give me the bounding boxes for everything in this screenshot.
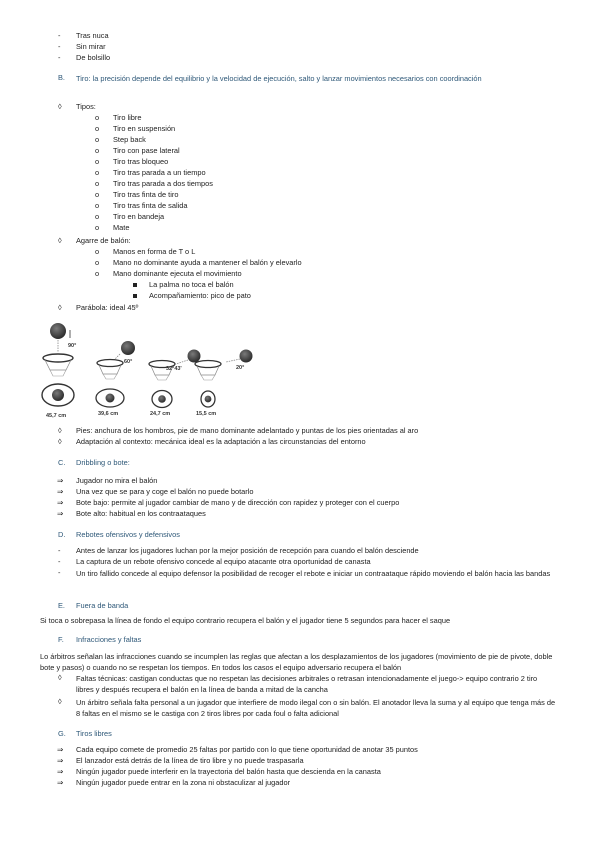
square-bullet-icon: [133, 283, 137, 287]
list-item: Tiro en suspensión: [113, 124, 176, 133]
section-e-label: E.: [58, 601, 65, 610]
list-item: Pies: anchura de los hombros, pie de mano dominante adelantado y puntas de los pies orientadas al aro: [76, 426, 419, 435]
width-label: 15,5 cm: [196, 411, 217, 417]
arrow-bullet-icon: ⇒: [57, 509, 64, 518]
angle-label: 20°: [236, 365, 245, 371]
width-label: 39,6 cm: [98, 411, 119, 417]
section-c-title: Dribbling o bote:: [76, 458, 130, 467]
section-d-title: Rebotes ofensivos y defensivos: [76, 530, 180, 539]
arrow-bullet-icon: ⇒: [57, 487, 64, 496]
list-item: Tiro tras parada a un tiempo: [113, 168, 206, 177]
angle-label: 32°43': [166, 366, 182, 372]
agarre-label: Agarre de balón:: [76, 236, 131, 245]
hoop-diagram-90: [42, 323, 77, 406]
section-c-label: C.: [58, 458, 66, 467]
list-item: Bote alto: habitual en los contraataques: [76, 509, 206, 518]
diamond-bullet-icon: ◊: [58, 102, 62, 111]
square-bullet-icon: [133, 294, 137, 298]
hoop-diagram-32: [149, 350, 201, 408]
list-item: Ningún jugador puede entrar en la zona ni obstaculizar al jugador: [76, 778, 291, 787]
diamond-bullet-icon: ◊: [58, 426, 62, 435]
list-item: Un tiro fallido concede al equipo defensor la posibilidad de recoger el rebote e iniciar un contraataque rápido moviendo el balón hacia las bandas: [76, 569, 551, 578]
list-item: Tiro tras parada a dos tiempos: [113, 179, 213, 188]
hoop-diagram-60: [96, 341, 135, 407]
basketball-icon: [121, 341, 135, 355]
list-item: Ningún jugador puede interferir en la trayectoria del balón hasta que descienda en la canasta: [76, 767, 381, 776]
diamond-bullet-icon: ◊: [58, 437, 62, 446]
list-item: Tiro libre: [113, 113, 142, 122]
diamond-bullet-icon: ◊: [58, 303, 62, 312]
section-f-label: F.: [58, 635, 64, 644]
basketball-icon: [50, 323, 66, 339]
angle-label: 60°: [124, 359, 133, 365]
angle-label: 90°: [68, 343, 77, 349]
list-item: Adaptación al contexto: mecánica ideal es la adaptación a las circunstancias del entorno: [76, 437, 366, 446]
width-label: 24,7 cm: [150, 411, 171, 417]
list-item: Antes de lanzar los jugadores luchan por la mejor posición de recepción para cuando el balón desciende: [76, 546, 419, 555]
list-item: Mano no dominante ayuda a mantener el balón y elevarlo: [113, 258, 302, 267]
hoop-diagram-20: [195, 350, 253, 408]
list-item: Step back: [113, 135, 146, 144]
list-item: Mate: [113, 223, 130, 232]
list-item: Tiro tras finta de salida: [113, 201, 188, 210]
section-f-title: Infracciones y faltas: [76, 635, 142, 644]
section-g-title: Tiros libres: [76, 729, 112, 738]
arrow-bullet-icon: ⇒: [57, 476, 64, 485]
section-e-text: Si toca o sobrepasa la línea de fondo el equipo contrario recupera el balón y el jugador tiene 5 segundos para hacer el saque: [40, 616, 451, 625]
list-item: Sin mirar: [76, 42, 106, 51]
list-item: Jugador no mira el balón: [76, 476, 158, 485]
tipos-label: Tipos:: [76, 102, 96, 111]
arrow-bullet-icon: ⇒: [57, 745, 64, 754]
list-item: Una vez que se para y coge el balón no puede botarlo: [76, 487, 254, 496]
list-item: Tiro tras finta de tiro: [113, 190, 179, 199]
list-item: La palma no toca el balón: [149, 280, 234, 289]
list-item: Cada equipo comete de promedio 25 faltas por partido con lo que tiene oportunidad de anotar 35 puntos: [76, 745, 418, 754]
shot-angle-figure: [28, 318, 260, 420]
arrow-bullet-icon: ⇒: [57, 778, 64, 787]
diamond-bullet-icon: ◊: [58, 236, 62, 245]
list-item: Bote bajo: permite al jugador cambiar de mano y de dirección con rapidez y proteger con el cuerpo: [76, 498, 400, 507]
section-b-label: B.: [58, 73, 65, 82]
basketball-icon: [188, 350, 201, 363]
diamond-bullet-icon: ◊: [58, 697, 62, 706]
arrow-bullet-icon: ⇒: [57, 498, 64, 507]
list-item: La captura de un rebote ofensivo concede al equipo atacante otra oportunidad de canasta: [76, 557, 371, 566]
list-item: Tras nuca: [76, 31, 109, 40]
section-d-label: D.: [58, 530, 66, 539]
list-item: Tiro con pase lateral: [113, 146, 180, 155]
list-item: Un árbitro señala falta personal a un jugador que interfiere de modo ilegal con o sin balón. El anotador lleva la suma y al equipo que tenga más de 8 faltas en el mismo se le castiga con 2 tiros libres por cada foul o falta adicional: [76, 698, 556, 718]
list-item: Mano dominante ejecuta el movimiento: [113, 269, 242, 278]
section-g-label: G.: [58, 729, 66, 738]
section-b-title: Tiro: la precisión depende del equilibrio y la velocidad de ejecución, salto y lanzar movimientos necesarios con coordinación: [76, 74, 482, 83]
list-item: Faltas técnicas: castigan conductas que no respetan las decisiones arbitrales o retrasan intencionadamente el juego-> equipo contrario 2 tiro libres y después recupera el balón en la línea de banda a mitad de la cancha: [76, 674, 538, 694]
parabola-label: Parábola: ideal 45º: [76, 303, 139, 312]
basketball-icon: [240, 350, 253, 363]
diamond-bullet-icon: ◊: [58, 673, 62, 682]
arrow-bullet-icon: ⇒: [57, 756, 64, 765]
list-item: De bolsillo: [76, 53, 111, 62]
list-item: Manos en forma de T o L: [113, 247, 196, 256]
list-item: El lanzador está detrás de la línea de tiro libre y no puede traspasarla: [76, 756, 304, 765]
arrow-bullet-icon: ⇒: [57, 767, 64, 776]
list-item: Tiro tras bloqueo: [113, 157, 169, 166]
section-e-title: Fuera de banda: [76, 601, 129, 610]
list-item: Acompañamiento: pico de pato: [149, 291, 251, 300]
list-item: Tiro en bandeja: [113, 212, 165, 221]
width-label: 45,7 cm: [46, 413, 67, 419]
section-f-text: Lo árbitros señalan las infracciones cuando se incumplen las reglas que afectan a los desplazamientos de los jugadores (movimiento de pie de pivote, doble bote y pasos) o cuando no se respetan los tiempos. En todos los casos el equipo adversario recupera el balón: [40, 652, 553, 672]
